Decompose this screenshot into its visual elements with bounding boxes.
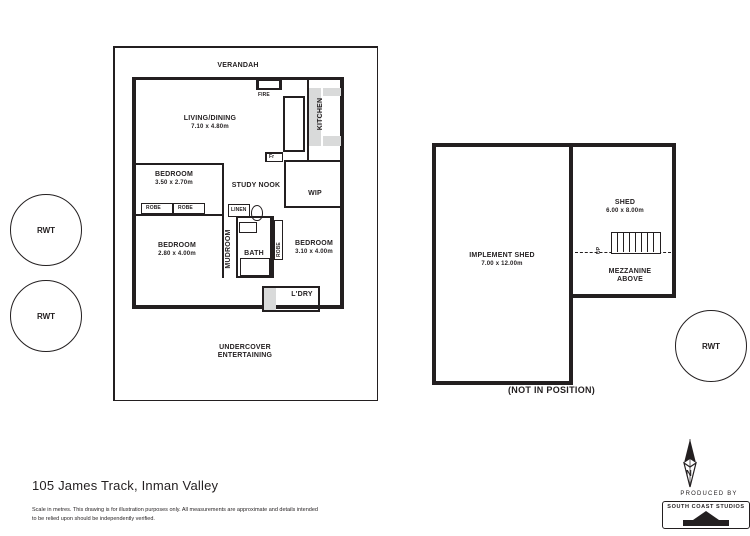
- stair-tread-1: [617, 232, 618, 252]
- room-label-bedroom-1: BEDROOM 3.50 x 2.70m: [155, 171, 193, 187]
- shed-wall-bottom: [569, 294, 676, 298]
- robe-label-3: ROBE: [276, 242, 282, 257]
- studio-base-bar: [683, 520, 729, 526]
- room-label-laundry: L'DRY: [291, 291, 313, 298]
- dwelling-wall-bottom: [132, 305, 344, 309]
- house-outline-left: [113, 46, 115, 401]
- room-label-study-nook: STUDY NOOK: [231, 182, 281, 189]
- room-label-kitchen: KITCHEN: [316, 97, 324, 131]
- wall-bath-left: [236, 216, 238, 278]
- room-label-mudroom: MUDROOM: [224, 229, 232, 269]
- wall-bath-bottom: [236, 276, 272, 278]
- shed-wall-top: [569, 143, 676, 147]
- rwt-label-3: RWT: [701, 341, 721, 351]
- room-label-undercover-entertaining: UNDERCOVER ENTERTAINING: [217, 344, 273, 360]
- dwelling-wall-top: [132, 77, 344, 80]
- kitchen-bench-2: [323, 88, 341, 96]
- not-in-position-note: (NOT IN POSITION): [508, 385, 596, 395]
- stair-tread-2: [623, 232, 624, 252]
- house-outline-bottom: [113, 400, 378, 402]
- fire-label: FIRE: [258, 92, 270, 98]
- implement-shed-wall-left: [432, 143, 436, 385]
- laundry-bench: [264, 288, 276, 310]
- shed-wall-right: [672, 143, 676, 298]
- room-label-mezzanine: MEZZANINE ABOVE: [608, 268, 652, 284]
- room-label-verandah: VERANDAH: [217, 62, 259, 69]
- fridge-label: Fr: [269, 154, 275, 160]
- wall-wip-top: [284, 160, 344, 162]
- compass-icon: [666, 437, 714, 489]
- wall-bedroom1-bottom: [132, 214, 224, 216]
- stair-tread-6: [647, 232, 648, 252]
- disclaimer-text: Scale in metres. This drawing is for illustration purposes only. All measurements are approximate and details intended to be relied upon should be independently verified.: [32, 507, 318, 522]
- room-label-bedroom-2: BEDROOM 2.80 x 4.00m: [158, 242, 196, 258]
- property-address: 105 James Track, Inman Valley: [32, 478, 219, 493]
- dwelling-wall-right: [340, 77, 344, 309]
- implement-shed-wall-top: [432, 143, 573, 147]
- stair-up-label: UP: [596, 246, 602, 254]
- studio-roof-shape: [693, 511, 719, 520]
- stair-tread-3: [629, 232, 630, 252]
- bath-tub-fixture: [240, 258, 270, 276]
- room-label-wip: WIP: [308, 190, 322, 197]
- rwt-label-1: RWT: [36, 225, 56, 235]
- studio-logo: [662, 501, 750, 529]
- room-label-bath: BATH: [244, 250, 264, 257]
- room-label-implement-shed: IMPLEMENT SHED 7.00 x 12.00m: [469, 252, 535, 268]
- robe-label-1: ROBE: [146, 205, 161, 211]
- wall-living-bedroom: [132, 163, 224, 165]
- produced-by-label: PRODUCED BY: [680, 491, 738, 497]
- room-label-living-dining: LIVING/DINING 7.10 x 4.80m: [183, 115, 237, 131]
- toilet-fixture: [251, 205, 263, 221]
- fireplace-inner: [259, 81, 279, 88]
- compass-north-label: N: [686, 469, 692, 478]
- room-label-shed: SHED 6.00 x 8.00m: [606, 199, 644, 215]
- stair-tread-7: [653, 232, 654, 252]
- house-outline-top: [113, 46, 378, 48]
- stair-tread-5: [641, 232, 642, 252]
- wall-mudroom-inner: [222, 216, 224, 278]
- wall-laundry-bottom: [262, 310, 320, 312]
- robe-label-2: ROBE: [178, 205, 193, 211]
- vanity-fixture: [239, 222, 257, 233]
- rwt-tank-2: [10, 280, 82, 352]
- implement-shed-wall-right: [569, 143, 573, 385]
- rwt-tank-1: [10, 194, 82, 266]
- linen-label: LINEN: [231, 207, 247, 213]
- kitchen-sink: [323, 136, 341, 146]
- wall-wip-bottom: [284, 206, 344, 208]
- rwt-tank-3: [675, 310, 747, 382]
- studio-name: SOUTH COAST STUDIOS: [667, 504, 745, 510]
- room-label-bedroom-3: BEDROOM 3.10 x 4.00m: [295, 240, 333, 256]
- house-outline-right: [377, 46, 379, 401]
- stair-tread-4: [635, 232, 636, 252]
- kitchen-island-inner: [285, 98, 303, 150]
- rwt-label-2: RWT: [36, 311, 56, 321]
- dwelling-wall-left: [132, 77, 136, 309]
